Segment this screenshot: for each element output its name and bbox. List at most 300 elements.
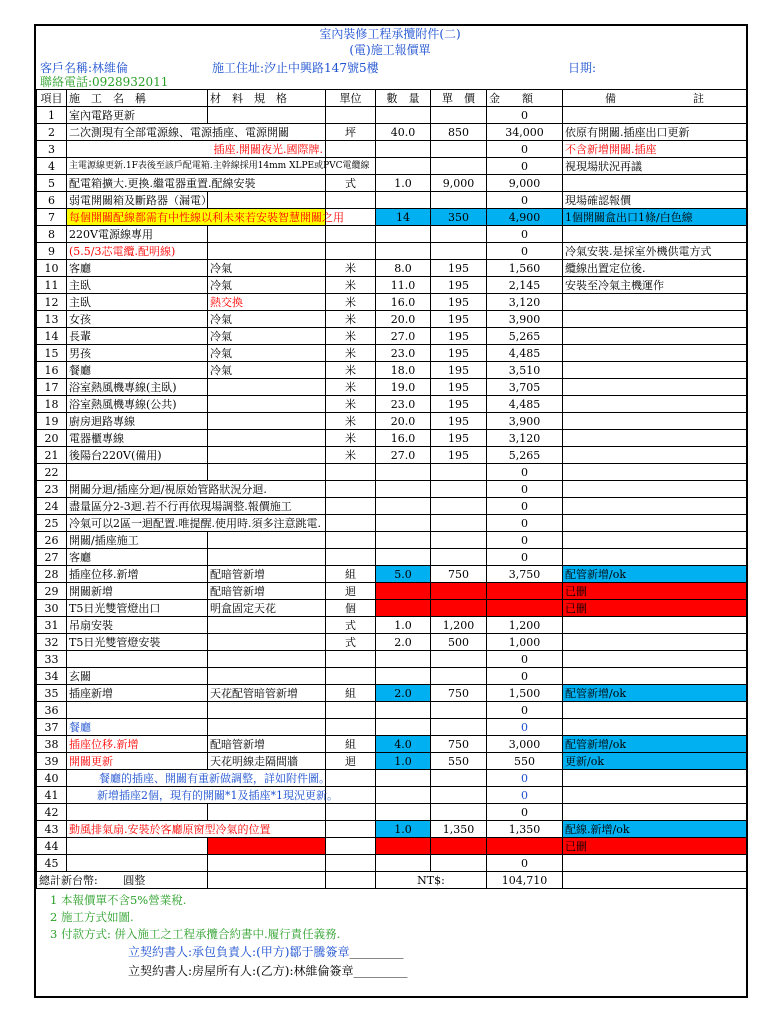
quantity (376, 855, 431, 872)
remark: 更新/ok (563, 753, 747, 770)
unit: 米 (326, 396, 376, 413)
table-row (37, 413, 747, 430)
unit-price (431, 532, 487, 549)
quantity (376, 226, 431, 243)
unit-price: 195 (431, 311, 487, 328)
material-spec: 天花配管暗管新增 (208, 685, 326, 702)
unit (326, 838, 376, 855)
unit-price: 195 (431, 345, 487, 362)
remark (563, 770, 747, 787)
quote-table (36, 89, 747, 889)
item-name: 廚房迴路專線 (67, 413, 208, 430)
row-number: 12 (37, 294, 67, 311)
table-row (37, 447, 747, 464)
col-header: 施 工 名 稱 (67, 90, 208, 107)
material-spec (208, 668, 326, 685)
unit: 式 (326, 175, 376, 192)
table-row (37, 515, 747, 532)
material-spec: 配暗管新增 (208, 566, 326, 583)
remark (563, 668, 747, 685)
table-row (37, 362, 747, 379)
table-row (37, 736, 747, 753)
item-name: 動風排氣扇.安裝於客廳原窗型冷氣的位置 (67, 821, 326, 838)
quantity (376, 107, 431, 124)
table-row (37, 685, 747, 702)
row-number: 22 (37, 464, 67, 481)
amount: 0 (487, 770, 563, 787)
unit (326, 498, 376, 515)
item-name: 主臥 (67, 294, 208, 311)
row-number: 41 (37, 787, 67, 804)
row-number: 10 (37, 260, 67, 277)
row-number: 2 (37, 124, 67, 141)
unit: 米 (326, 345, 376, 362)
unit-price: 195 (431, 277, 487, 294)
amount: 1,560 (487, 260, 563, 277)
amount: 0 (487, 141, 563, 158)
unit: 米 (326, 362, 376, 379)
quantity: 20.0 (376, 413, 431, 430)
col-header: 單位 (326, 90, 376, 107)
remark: 現場確認報價 (563, 192, 747, 209)
row-number: 15 (37, 345, 67, 362)
unit (326, 532, 376, 549)
table-row (37, 753, 747, 770)
quantity (376, 651, 431, 668)
item-name: 客廳 (67, 549, 208, 566)
item-name: 配電箱擴大.更換.繼電器重置.配線安裝 (67, 175, 326, 192)
amount (487, 838, 563, 855)
table-row (37, 498, 747, 515)
item-name: 餐廳的插座、開關有重新做調整，詳如附件圖。 (67, 770, 326, 787)
amount: 0 (487, 702, 563, 719)
unit-price: 195 (431, 413, 487, 430)
table-row (37, 600, 747, 617)
amount: 5,265 (487, 447, 563, 464)
remark (563, 226, 747, 243)
unit-price: 2,280 (431, 838, 487, 855)
row-number: 36 (37, 702, 67, 719)
remark (563, 328, 747, 345)
unit-price: 195 (431, 396, 487, 413)
unit (326, 702, 376, 719)
row-number: 24 (37, 498, 67, 515)
quote-sheet (36, 26, 744, 981)
table-row (37, 209, 747, 226)
unit (326, 719, 376, 736)
amount: 34,000 (487, 124, 563, 141)
row-number: 3 (37, 141, 67, 158)
item-name (67, 855, 208, 872)
row-number: 27 (37, 549, 67, 566)
row-number: 42 (37, 804, 67, 821)
amount: 0 (487, 651, 563, 668)
row-number: 35 (37, 685, 67, 702)
row-number: 16 (37, 362, 67, 379)
item-name: 開關新增 (67, 583, 208, 600)
unit-price (431, 158, 487, 175)
unit: 組 (326, 566, 376, 583)
remark (563, 379, 747, 396)
material-spec: 天花明線走隔間牆 (208, 753, 326, 770)
quantity: 1.0 (376, 617, 431, 634)
quantity (376, 498, 431, 515)
remark (563, 430, 747, 447)
item-name: 插座位移.新增 (67, 736, 208, 753)
table-row (37, 651, 747, 668)
table-row (37, 158, 747, 175)
unit-price (431, 719, 487, 736)
material-spec (208, 651, 326, 668)
remark (563, 107, 747, 124)
row-number: 8 (37, 226, 67, 243)
row-number: 33 (37, 651, 67, 668)
total-label-suffix: 圓整 (123, 873, 146, 887)
table-row (37, 226, 747, 243)
amount: 3,000 (487, 736, 563, 753)
amount: 3,510 (487, 362, 563, 379)
unit-price (431, 651, 487, 668)
material-spec (208, 532, 326, 549)
row-number: 14 (37, 328, 67, 345)
remark (563, 481, 747, 498)
amount: 0 (487, 855, 563, 872)
unit-price: 850 (431, 124, 487, 141)
amount: 9,000 (487, 175, 563, 192)
unit-price: 1,350 (431, 821, 487, 838)
unit: 米 (326, 328, 376, 345)
item-name: 玄關 (67, 668, 208, 685)
remark (563, 617, 747, 634)
quantity: 27.0 (376, 328, 431, 345)
row-number: 17 (37, 379, 67, 396)
item-name: 餐廳 (67, 719, 208, 736)
unit-price (431, 141, 487, 158)
quantity: 14 (376, 209, 431, 226)
total-row (37, 872, 747, 889)
item-name: 開關/插座施工 (67, 532, 208, 549)
unit: 米 (326, 277, 376, 294)
unit-price (431, 787, 487, 804)
site-address: 施工住址:汐止中興路147號5樓 (212, 61, 379, 75)
unit-price: 195 (431, 260, 487, 277)
item-name: 主電源線更新.1F表後至該戶配電箱.主幹線採用14mm XLPE或PVC電纜線 (67, 158, 326, 175)
amount: 0 (487, 481, 563, 498)
remark: 已刪 (563, 583, 747, 600)
item-name: 新增插座2個，現有的開關*1及插座*1現況更新。 (67, 787, 326, 804)
unit-price (431, 770, 487, 787)
remark: 配管新增/ok (563, 685, 747, 702)
row-number: 40 (37, 770, 67, 787)
table-row (37, 243, 747, 260)
row-number: 13 (37, 311, 67, 328)
row-number: 18 (37, 396, 67, 413)
amount: 3,705 (487, 379, 563, 396)
unit-price: 750 (431, 566, 487, 583)
unit-price (431, 226, 487, 243)
unit (326, 243, 376, 260)
unit-price (431, 702, 487, 719)
amount: 2,145 (487, 277, 563, 294)
item-name: 插座.開關夜光.國際牌. (67, 141, 326, 158)
row-number: 30 (37, 600, 67, 617)
table-row (37, 345, 747, 362)
item-name: 長輩 (67, 328, 208, 345)
quantity (376, 192, 431, 209)
footnote: 3 付款方式: 併入施工之工程承攬合約書中.履行責任義務. (50, 927, 341, 941)
unit: 個 (326, 600, 376, 617)
item-name: 開關分迴/插座分迴/視原始管路狀況分迴. (67, 481, 326, 498)
material-spec: 配暗管新增 (208, 583, 326, 600)
table-row (37, 192, 747, 209)
row-number: 28 (37, 566, 67, 583)
amount: 1,500 (487, 685, 563, 702)
quantity: 11.0 (376, 277, 431, 294)
unit-price (431, 481, 487, 498)
unit (326, 192, 376, 209)
material-spec (208, 396, 326, 413)
contact-phone: 聯絡電話:0928932011 (40, 75, 169, 89)
item-name: (5.5/3芯電纜.配明線) (67, 243, 208, 260)
material-spec (208, 855, 326, 872)
unit: 米 (326, 430, 376, 447)
quantity: 23.0 (376, 345, 431, 362)
amount: 3,900 (487, 311, 563, 328)
remark: 配管新增/ok (563, 566, 747, 583)
table-row (37, 566, 747, 583)
row-number: 1 (37, 107, 67, 124)
unit-price (431, 107, 487, 124)
row-number: 29 (37, 583, 67, 600)
document-subtitle: (電)施工報價單 (349, 43, 431, 57)
item-name: 插座位移.新增 (67, 566, 208, 583)
unit: 迴 (326, 753, 376, 770)
remark (563, 702, 747, 719)
row-number: 25 (37, 515, 67, 532)
amount (487, 583, 563, 600)
row-number: 44 (37, 838, 67, 855)
unit-price (431, 464, 487, 481)
row-number: 23 (37, 481, 67, 498)
item-name (67, 804, 208, 821)
remark: 配管新增/ok (563, 736, 747, 753)
remark: 不含新增開關.插座 (563, 141, 747, 158)
amount: 0 (487, 719, 563, 736)
amount: 3,120 (487, 294, 563, 311)
table-row (37, 702, 747, 719)
row-number: 34 (37, 668, 67, 685)
amount: 550 (487, 753, 563, 770)
footnote: 2 施工方式如圖. (50, 910, 134, 924)
remark (563, 362, 747, 379)
unit-price: 350 (431, 209, 487, 226)
quantity (376, 702, 431, 719)
remark (563, 804, 747, 821)
remark (563, 294, 747, 311)
table-row (37, 396, 747, 413)
amount: 1,350 (487, 821, 563, 838)
unit: 式 (326, 634, 376, 651)
row-number: 31 (37, 617, 67, 634)
signature-line-owner (36, 962, 744, 981)
row-number: 6 (37, 192, 67, 209)
remark (563, 515, 747, 532)
unit-price: 750 (431, 736, 487, 753)
remark (563, 175, 747, 192)
quantity (376, 243, 431, 260)
material-spec (208, 464, 326, 481)
quantity: 4.0 (376, 736, 431, 753)
quantity: 2.0 (376, 685, 431, 702)
unit: 組 (326, 685, 376, 702)
unit: 米 (326, 294, 376, 311)
unit-price (431, 804, 487, 821)
signature-text: 立契約書人:承包負責人:(甲方)鄒于騰簽章 (128, 945, 350, 959)
amount: 0 (487, 498, 563, 515)
material-spec (208, 379, 326, 396)
quantity (376, 549, 431, 566)
remark (563, 447, 747, 464)
unit (326, 855, 376, 872)
item-name (67, 838, 208, 855)
remark (563, 787, 747, 804)
table-row (37, 464, 747, 481)
quantity: 1.0 (376, 821, 431, 838)
table-row (37, 719, 747, 736)
unit: 米 (326, 260, 376, 277)
table-row (37, 260, 747, 277)
table-row (37, 532, 747, 549)
item-name: 浴室熱風機專線(公共) (67, 396, 208, 413)
row-number: 45 (37, 855, 67, 872)
unit-price: 195 (431, 362, 487, 379)
amount: 0 (487, 804, 563, 821)
total-label: 總計新台幣: (39, 873, 98, 887)
amount: 0 (487, 158, 563, 175)
material-spec (208, 447, 326, 464)
signature-line-contractor (36, 943, 744, 962)
table-row (37, 634, 747, 651)
item-name: 男孩 (67, 345, 208, 362)
row-number: 5 (37, 175, 67, 192)
amount: 0 (487, 226, 563, 243)
unit (326, 141, 376, 158)
unit (326, 651, 376, 668)
item-name (67, 464, 208, 481)
row-number: 19 (37, 413, 67, 430)
amount: 0 (487, 515, 563, 532)
item-name: 插座新增 (67, 685, 208, 702)
amount: 4,485 (487, 396, 563, 413)
unit (326, 107, 376, 124)
signature-blank: _________ (349, 945, 404, 959)
unit (326, 821, 376, 838)
unit-price: 9,000 (431, 175, 487, 192)
material-spec: 冷氣 (208, 362, 326, 379)
item-name: 盡量區分2-3迴.若不行再依現場調整.報價施工 (67, 498, 326, 515)
quantity (376, 770, 431, 787)
unit: 迴 (326, 583, 376, 600)
amount: 4,900 (487, 209, 563, 226)
material-spec (208, 804, 326, 821)
material-spec (208, 192, 326, 209)
unit (326, 549, 376, 566)
unit-price: 750 (431, 685, 487, 702)
material-spec: 冷氣 (208, 328, 326, 345)
unit-price: 300 (431, 600, 487, 617)
material-spec: 配暗管新增 (208, 736, 326, 753)
material-spec (208, 634, 326, 651)
table-row (37, 583, 747, 600)
table-header (37, 90, 747, 107)
signature-blank: _________ (353, 964, 408, 978)
material-spec (208, 702, 326, 719)
table-row (37, 770, 747, 787)
material-spec (208, 430, 326, 447)
unit-price: 195 (431, 379, 487, 396)
unit: 式 (326, 617, 376, 634)
material-spec: 冷氣 (208, 311, 326, 328)
signature-text: 立契約書人:房屋所有人:(乙方):林維倫簽章 (128, 964, 354, 978)
item-name (67, 651, 208, 668)
remark (563, 311, 747, 328)
material-spec (208, 719, 326, 736)
unit (326, 481, 376, 498)
quantity (376, 719, 431, 736)
row-number: 9 (37, 243, 67, 260)
unit: 米 (326, 447, 376, 464)
item-name (67, 702, 208, 719)
row-number: 32 (37, 634, 67, 651)
unit: 坪 (326, 124, 376, 141)
unit-price: 195 (431, 294, 487, 311)
amount: 0 (487, 668, 563, 685)
table-row (37, 107, 747, 124)
remark: 1個開關盒出口1條/白色線 (563, 209, 747, 226)
item-name: 主臥 (67, 277, 208, 294)
remark (563, 855, 747, 872)
table-row (37, 821, 747, 838)
unit-price (431, 192, 487, 209)
quantity: 2.0 (376, 634, 431, 651)
item-name: 後陽台220V(備用) (67, 447, 208, 464)
item-name: 二次測現有全部電源線、電源插座、電源開關 (67, 124, 326, 141)
unit (326, 515, 376, 532)
table-row (37, 124, 747, 141)
quantity (376, 141, 431, 158)
material-spec: 型號：HF-B7214。 (208, 838, 326, 855)
table-row (37, 481, 747, 498)
item-name: 客廳 (67, 260, 208, 277)
unit-price: 500 (431, 634, 487, 651)
material-spec: 冷氣 (208, 260, 326, 277)
unit-price (431, 855, 487, 872)
remark (563, 413, 747, 430)
unit-price: 195 (431, 328, 487, 345)
quantity: 18.0 (376, 362, 431, 379)
amount: 0 (487, 787, 563, 804)
quantity: 1.0 (376, 175, 431, 192)
unit-price: 195 (431, 447, 487, 464)
remark (563, 634, 747, 651)
amount: 1,000 (487, 634, 563, 651)
material-spec (208, 226, 326, 243)
material-spec (208, 243, 326, 260)
unit (326, 464, 376, 481)
material-spec (208, 107, 326, 124)
item-name: T5日光雙管燈出口 (67, 600, 208, 617)
quantity (376, 804, 431, 821)
